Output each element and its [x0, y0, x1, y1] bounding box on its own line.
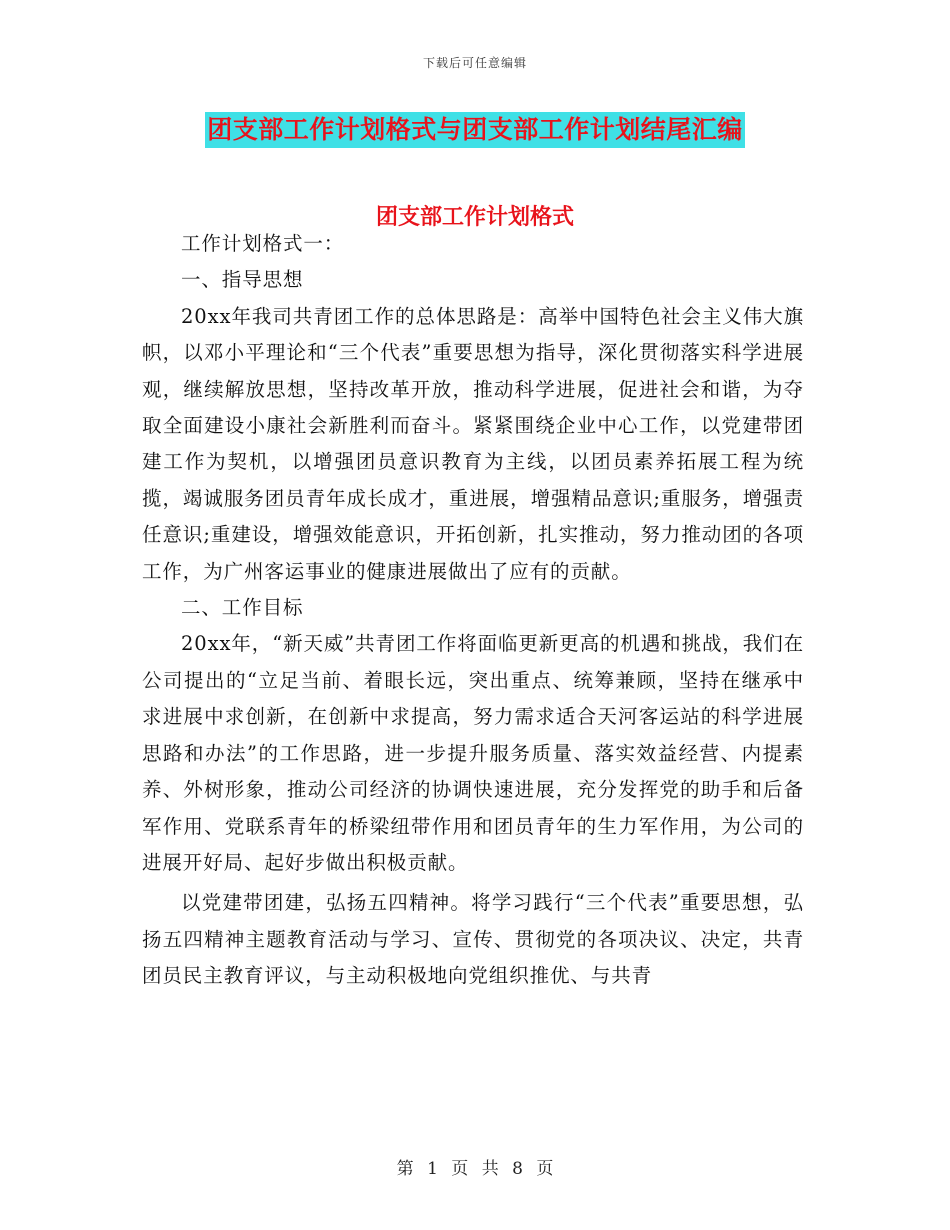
document-body [142, 226, 804, 995]
paragraph-work-goal-heading: 二、工作目标 [181, 596, 304, 620]
paragraph-plan-format-heading: 工作计划格式一： [181, 232, 345, 255]
paragraph-party-building: 以党建带团建，弘扬五四精神。将学习践行“三个代表”重要思想，弘扬五四精神主题教育活动与学习、宣传、贯彻党的各项决议、决定，共青团员民主教育评议，与主动积极地向党组织推优、与共青 [142, 891, 804, 988]
paragraph-work-goal: 20xx年，“新天威”共青团工作将面临更新更高的机遇和挑战，我们在公司提出的“立足当前、着眼长远，突出重点、统筹兼顾，坚持在继承中求进展中求创新，在创新中求提高，努力需求适合天河客运站的科学进展思路和办法”的工作思路，进一步提升服务质量、落实效益经营、内提素养、外树形象，推动公司经济的协调快速进展，充分发挥党的助手和后备军作用、党联系青年的桥梁纽带作用和团员青年的生力军作用，为公司的进展开好局、起好步做出积极贡献。 [142, 632, 804, 874]
main-title-container [0, 112, 950, 148]
paragraph-guiding-thought: 20xx年我司共青团工作的总体思路是：高举中国特色社会主义伟大旗帜，以邓小平理论和“三个代表”重要思想为指导，深化贯彻落实科学进展观，继续解放思想，坚持改革开放，推动科学进展，促进社会和谐，为夺取全面建设小康社会新胜利而奋斗。紧紧围绕企业中心工作，以党建带团建工作为契机，以增强团员意识教育为主线，以团员素养拓展工程为统揽，竭诚服务团员青年成长成才，重进展，增强精品意识;重服务，增强责任意识;重建设，增强效能意识，开拓创新，扎实推动，努力推动团的各项工作，为广州客运事业的健康进展做出了应有的贡献。 [142, 304, 804, 583]
page-header-note: 下载后可任意编辑 [422, 56, 527, 70]
page-footer-number: 第 1 页 共 8 页 [396, 1159, 554, 1179]
main-title: 团支部工作计划格式与团支部工作计划结尾汇编 [205, 112, 745, 148]
section-title: 团支部工作计划格式 [375, 204, 574, 230]
paragraph-guiding-thought-heading: 一、指导思想 [181, 268, 304, 292]
